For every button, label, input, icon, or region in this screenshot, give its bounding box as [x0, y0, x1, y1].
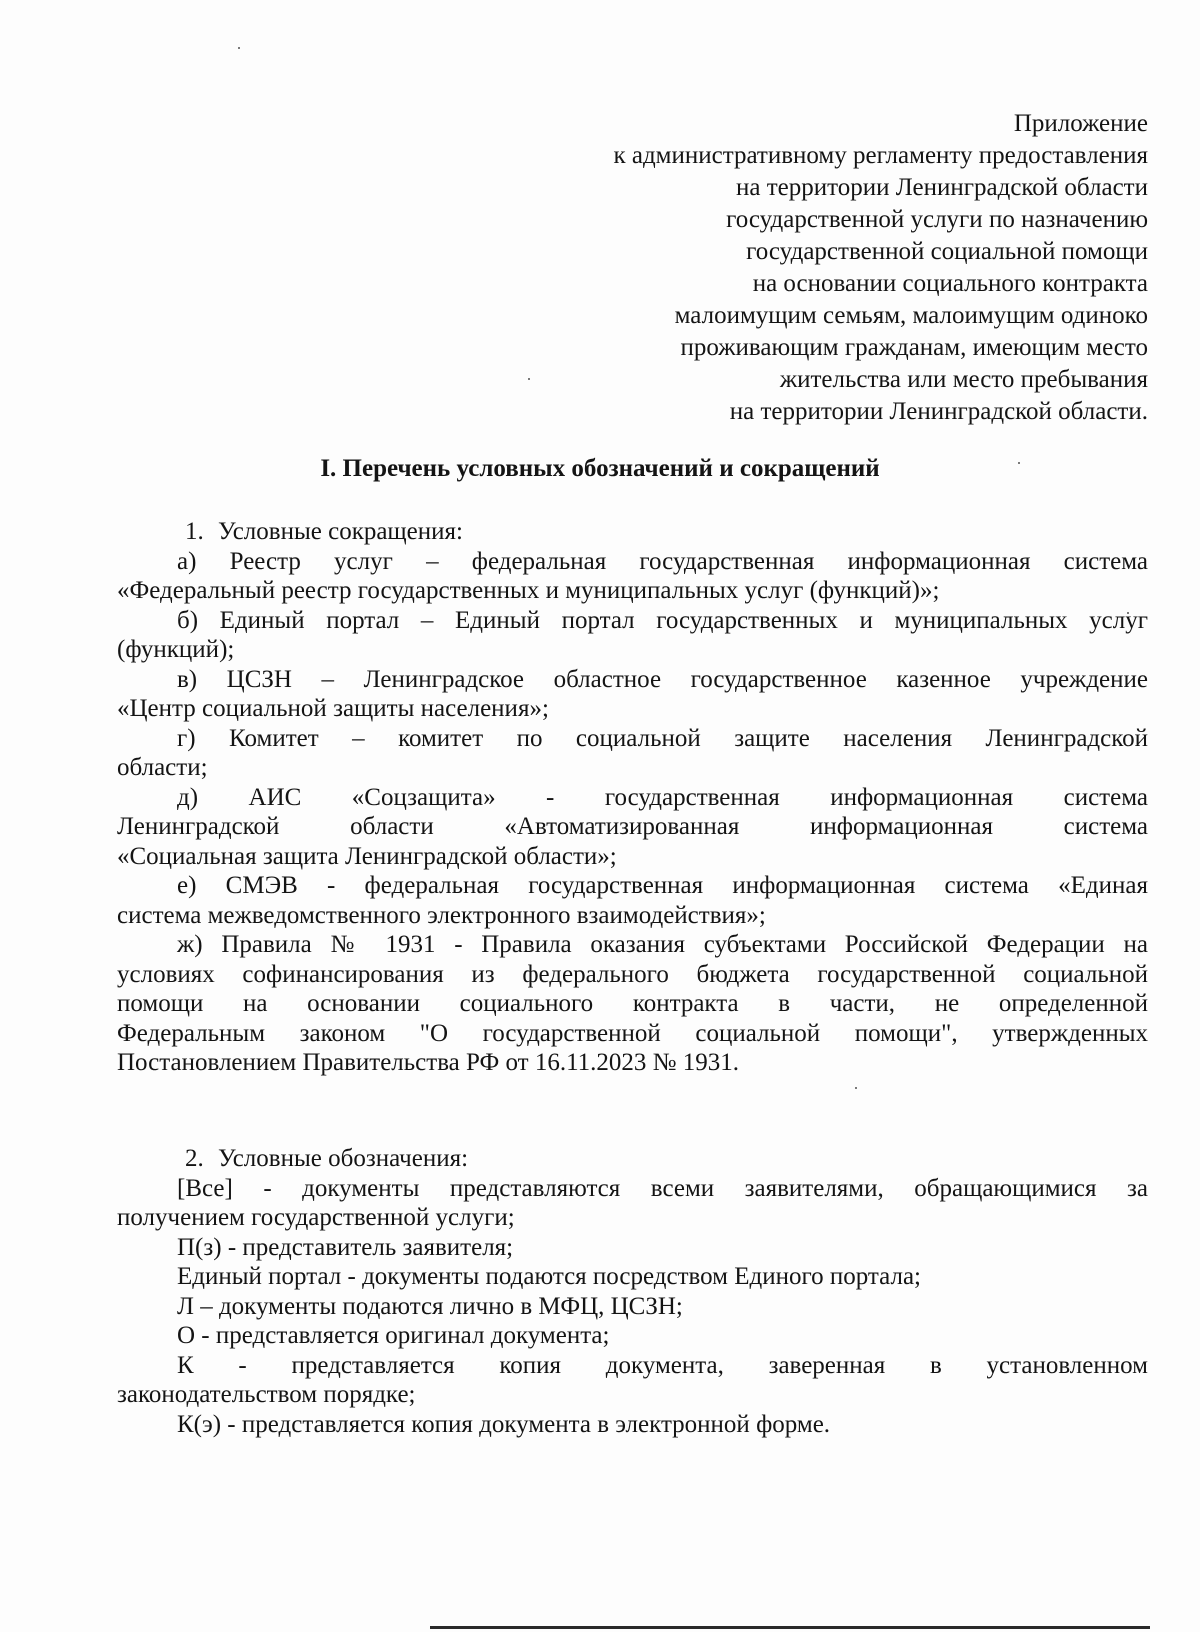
- justified-line: [117, 783, 1148, 813]
- designations-section: [117, 1144, 1148, 1439]
- abbreviation-item-cszn: [117, 665, 1148, 724]
- abbreviations-heading: Условные сокращения:: [218, 518, 463, 545]
- word: К: [177, 1351, 194, 1379]
- abbreviation-item-ais: [117, 783, 1148, 872]
- line-text: области;: [117, 754, 208, 781]
- designation-item-representative: П(з) - представитель заявителя;: [177, 1233, 514, 1261]
- designation-item-in-person: Л – документы подаются лично в МФЦ, ЦСЗН;: [177, 1292, 683, 1320]
- abbreviation-item-committee: [117, 724, 1148, 783]
- justified-line: [117, 724, 1148, 754]
- designation-item-original: О - представляется оригинал документа;: [177, 1322, 610, 1349]
- justified-line: [117, 930, 1148, 960]
- line-text: «Центр социальной защиты населения»;: [117, 695, 549, 722]
- line-text: Федеральным законом "О государственной социальной помощи", утвержденных: [117, 1019, 1148, 1047]
- word: части,: [829, 990, 896, 1017]
- word: установленном: [986, 1351, 1148, 1379]
- designation-item-electronic-copy: К(э) - представляется копия документа в электронной форме.: [177, 1410, 831, 1438]
- word: помощи: [117, 990, 204, 1017]
- justified-line: [117, 989, 1148, 1019]
- designations-heading: Условные обозначения:: [218, 1145, 469, 1172]
- word: информационная: [830, 783, 1014, 811]
- word: АИС: [248, 783, 302, 811]
- header-line: государственной социальной помощи: [746, 238, 1148, 265]
- word: копия: [499, 1351, 562, 1379]
- justified-line: [117, 871, 1148, 901]
- word: Ленинградской: [117, 813, 280, 840]
- word: -: [238, 1351, 247, 1379]
- abbreviation-item-portal: [117, 606, 1148, 665]
- justified-line: [117, 665, 1148, 695]
- header-line: проживающим гражданам, имеющим место: [680, 334, 1148, 361]
- word: контракта: [632, 990, 739, 1017]
- word: в: [929, 1351, 942, 1379]
- header-line: к административному регламенту предоставления: [613, 142, 1148, 169]
- word: д): [177, 783, 199, 811]
- word: «Соцзащита»: [351, 783, 496, 811]
- header-line: жительства или место пребывания: [779, 366, 1148, 393]
- word: представляется: [291, 1351, 455, 1379]
- line-text: система межведомственного электронного взаимодействия»;: [117, 901, 766, 929]
- line-text: условиях софинансирования из федерального бюджета государственной социальной: [117, 960, 1148, 988]
- list-number: 1.: [185, 518, 204, 545]
- scan-bottom-edge: [430, 1626, 1150, 1629]
- word: на: [243, 990, 268, 1017]
- header-line: на территории Ленинградской области.: [729, 398, 1148, 425]
- line-text: получением государственной услуги;: [117, 1204, 515, 1231]
- designation-item-all: [117, 1174, 1148, 1233]
- designation-item-portal: Единый портал - документы подаются посредством Единого портала;: [177, 1263, 921, 1290]
- header-line: Приложение: [1013, 110, 1148, 137]
- justified-line: [117, 606, 1148, 636]
- word: в: [778, 990, 791, 1017]
- line-text: е) СМЭВ - федеральная государственная информационная система «Единая: [177, 872, 1148, 899]
- word: области: [350, 813, 434, 840]
- abbreviation-item-registry: [117, 547, 1148, 606]
- word: система: [1063, 813, 1148, 840]
- word: «Автоматизированная: [504, 813, 740, 840]
- word: не: [934, 990, 960, 1017]
- line-text: г) Комитет – комитет по социальной защите населения Ленинградской: [177, 724, 1148, 752]
- word: система: [1063, 783, 1148, 811]
- justified-line: [117, 960, 1148, 990]
- word: социального: [459, 990, 594, 1017]
- designation-item-certified-copy: [117, 1351, 1148, 1410]
- line-text: б) Единый портал – Единый портал государственных и муниципальных услуг: [177, 606, 1148, 634]
- line-text: «Социальная защита Ленинградской области»;: [117, 842, 617, 870]
- designations-heading-row: [117, 1144, 1148, 1174]
- word: -: [546, 783, 555, 811]
- line-text: а) Реестр услуг – федеральная государственная информационная система: [177, 547, 1148, 575]
- word: информационная: [810, 813, 993, 840]
- scan-speck: [238, 47, 240, 49]
- appendix-header: [448, 108, 1148, 428]
- header-line: малоимущим семьям, малоимущим одиноко: [674, 302, 1148, 329]
- justified-line: [117, 1019, 1148, 1049]
- line-text: (функций);: [117, 636, 235, 663]
- line-text: законодательством порядке;: [117, 1381, 416, 1408]
- header-line: на основании социального контракта: [752, 270, 1148, 297]
- line-text: [Все] - документы представляются всеми заявителями, обращающимися за: [177, 1174, 1148, 1202]
- word: заверенная: [768, 1351, 886, 1379]
- line-text: ж) Правила № 1931 - Правила оказания субъектами Российской Федерации на: [177, 931, 1148, 958]
- list-number: 2.: [185, 1145, 204, 1172]
- word: определенной: [998, 990, 1148, 1017]
- abbreviations-section: [117, 517, 1148, 1078]
- line-text: в) ЦСЗН – Ленинградское областное государственное казенное учреждение: [177, 665, 1148, 693]
- header-line: государственной услуги по назначению: [726, 206, 1148, 233]
- justified-line: [117, 1351, 1148, 1381]
- justified-line: [117, 812, 1148, 842]
- justified-line: [117, 547, 1148, 577]
- abbreviations-heading-row: [117, 517, 1148, 547]
- word: документа,: [605, 1351, 724, 1379]
- abbreviation-item-smev: [117, 871, 1148, 930]
- scan-speck: [855, 1087, 857, 1089]
- line-text: «Федеральный реестр государственных и муниципальных услуг (функций)»;: [117, 577, 940, 604]
- line-text: Постановлением Правительства РФ от 16.11.2023 № 1931.: [117, 1049, 740, 1076]
- justified-line: [117, 1174, 1148, 1204]
- word: государственная: [604, 783, 780, 811]
- abbreviation-item-rules-1931: [117, 930, 1148, 1078]
- header-line: на территории Ленинградской области: [736, 174, 1148, 201]
- word: основании: [307, 990, 420, 1017]
- section-title: I. Перечень условных обозначений и сокращений: [320, 455, 880, 482]
